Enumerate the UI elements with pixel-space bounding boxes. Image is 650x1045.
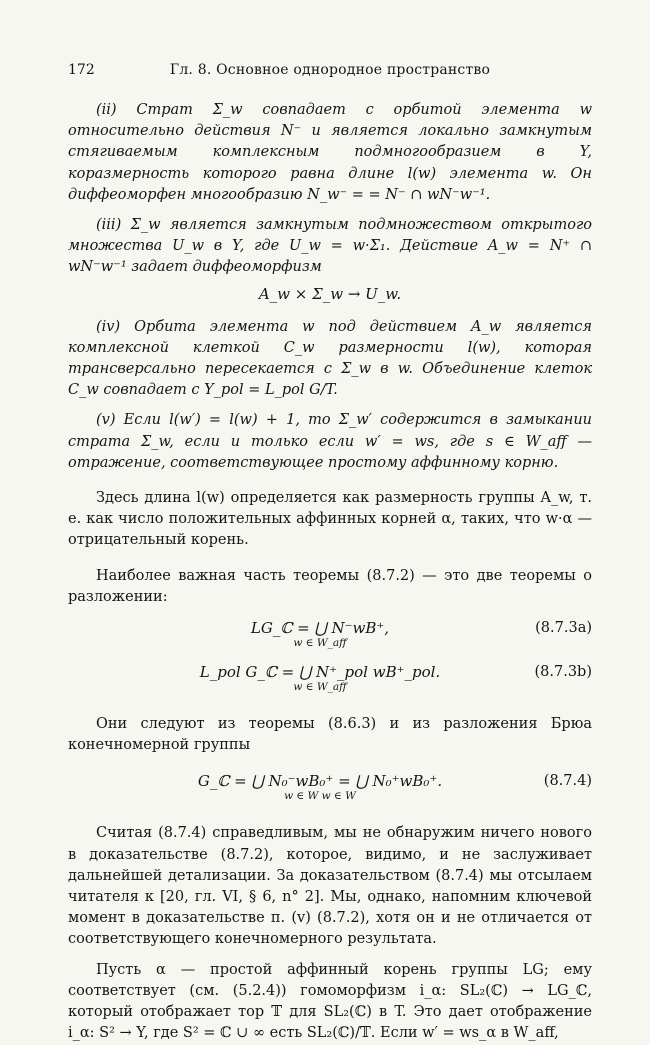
formula-8-7-4-expr: G_ℂ = ⋃ N₀⁻wB₀⁺ = ⋃ N₀⁺wB₀⁺.: [197, 772, 443, 791]
paragraph-length-definition: Здесь длина l(w) определяется как размерность группы A_w, т. е. как число положительных аффинных корней α, таких, что w·α — отрицательный корень.: [68, 490, 592, 549]
equation-tag-8-7-4: (8.7.4): [543, 773, 592, 790]
paragraph-proof-remarks: Считая (8.7.4) справедливым, мы не обнаружим ничего нового в доказательстве (8.7.2), которое, видимо, и не заслуживает дальнейшей детализации. За доказательством (8.7.4) мы отсылаем читателя к [20, гл. VI, § 6, n° 2]. Мы, однако, напомним ключевой момент в доказательстве п. (v) (8.7.2), хотя он и не отличается от соответствующего конечномерного результата.: [68, 825, 592, 948]
paragraph-bruhat-decomposition: Они следуют из теоремы (8.6.3) и из разложения Брюа конечномерной группы: [68, 716, 592, 754]
equation-tag-8-7-3a: (8.7.3a): [535, 620, 592, 637]
formula-8-7-4-body: [198, 770, 462, 802]
formula-8-7-3b-body: [200, 661, 460, 693]
running-title: Гл. 8. Основное однородное пространство: [169, 62, 491, 78]
theorem-item-iv: (iv) Орбита элемента w под действием A_w является комплексной клеткой C_w размерности l(w), которая трансверсально пересекается с Σ_w в w. Объединение клеток C_w совпадает с Y_pol = L_pol G/T.: [68, 318, 592, 399]
formula-8-7-3a-index: w ∈ W_aff: [293, 637, 347, 650]
equation-tag-8-7-3b: (8.7.3b): [534, 664, 592, 681]
paragraph-simple-affine-root: Пусть α — простой аффинный корень группы LG; ему соответствует (см. (5.2.4)) гомоморфизм i_α: SL₂(ℂ) → LG_ℂ, который отображает тор 𝕋 для SL₂(ℂ) в T. Это дает отображение i_α: S² → Y, где S² = ℂ ∪ ∞ есть SL₂(ℂ)/𝕋. Если w′ = ws_α в W_aff,: [68, 961, 592, 1042]
formula-8-7-3b-expr: L_pol G_ℂ = ⋃ N⁺_pol wB⁺_pol.: [199, 663, 441, 682]
formula-8-7-3a-body: [251, 617, 409, 649]
formula-8-7-3a-expr: LG_ℂ = ⋃ N⁻wB⁺,: [250, 619, 390, 638]
theorem-item-iii: (iii) Σ_w является замкнутым подмножеством открытого множества U_w в Y, где U_w = w·Σ₁. Действие A_w = N⁺ ∩ wN⁻w⁻¹ задает диффеоморфизм: [68, 217, 592, 276]
paragraph-decomposition-theorems: Наиболее важная часть теоремы (8.7.2) — это две теоремы о разложении:: [68, 567, 592, 605]
theorem-item-v: (v) Если l(w′) = l(w) + 1, то Σ_w′ содержится в замыкании страта Σ_w, если и только если w′ = ws, где s ∈ W_aff — отражение, соответствующее простому аффинному корню.: [68, 412, 592, 471]
formula-8-7-4-index: w ∈ W w ∈ W: [284, 790, 356, 803]
formula-8-7-3b-index: w ∈ W_aff: [293, 681, 347, 694]
formula-8-7-3b: [68, 661, 592, 705]
formula-8-7-3a: [68, 617, 592, 661]
theorem-item-ii: (ii) Страт Σ_w совпадает с орбитой элемента w относительно действия N⁻ и является локально замкнутым стягиваемым комплексным подмногообразием в Y, коразмерность которого равна длине l(w) элемента w. Он диффеоморфен многообразию N_w⁻ = = N⁻ ∩ wN⁻w⁻¹.: [68, 102, 592, 203]
formula-Aw-body: A_w × Σ_w → U_w.: [258, 284, 402, 303]
formula-8-7-4: [68, 770, 592, 814]
formula-Aw: [68, 279, 592, 317]
page-number: 172: [68, 62, 95, 78]
page-header: [68, 62, 592, 78]
